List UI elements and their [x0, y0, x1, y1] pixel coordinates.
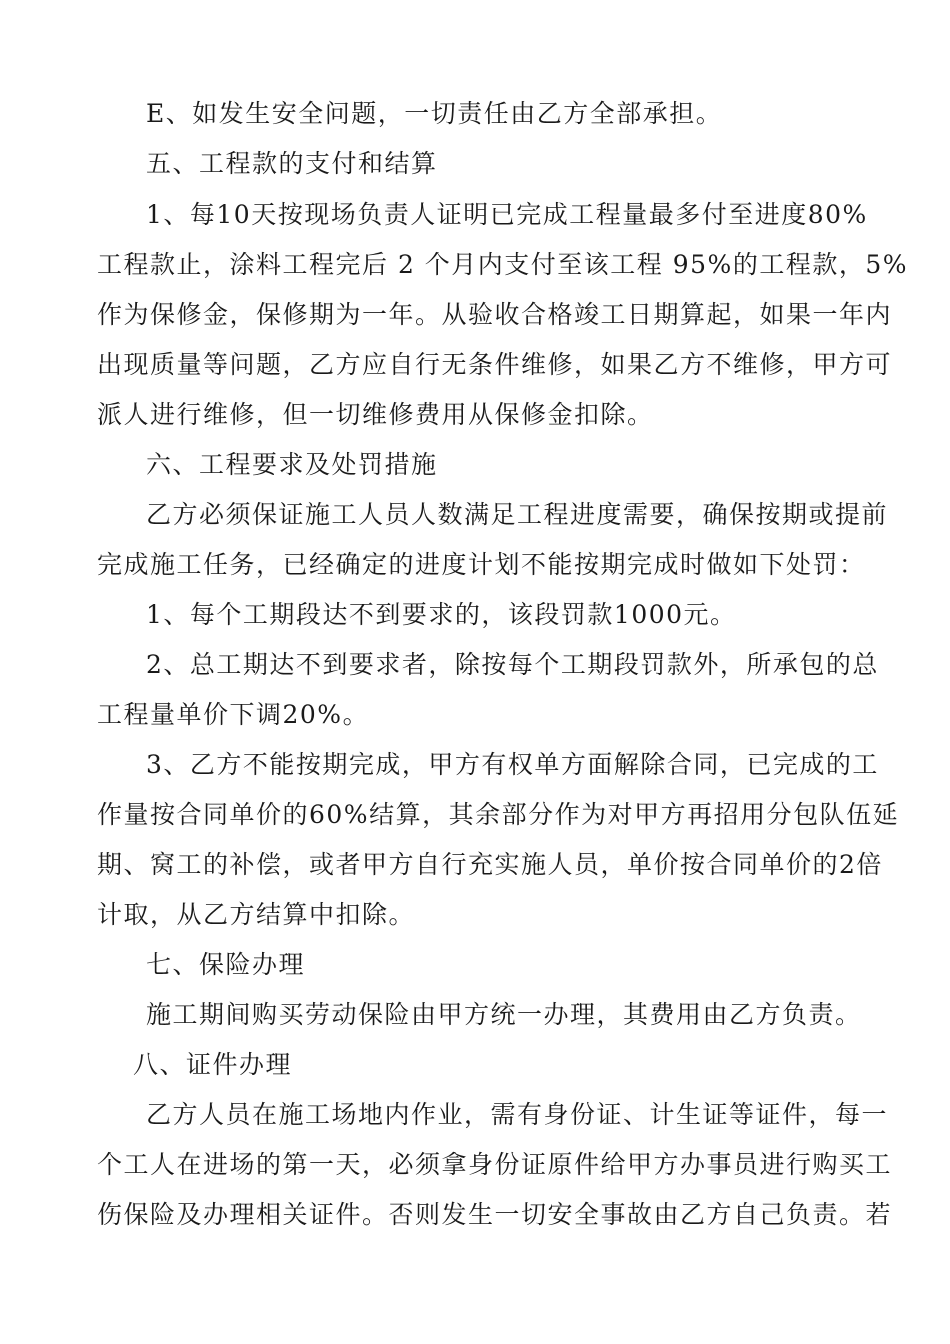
section-6-item-1: 1、每个工期段达不到要求的，该段罚款1000元。 [146, 600, 737, 629]
section-6-item-2-cont: 工程量单价下调20%。 [97, 700, 370, 729]
section-5-item-1: 1、每10天按现场负责人证明已完成工程量最多付至进度80% [146, 200, 868, 229]
section-7-heading: 七、保险办理 [146, 950, 306, 979]
section-8-heading: 八、证件办理 [133, 1050, 293, 1079]
section-8-paragraph-cont: 伤保险及办理相关证件。否则发生一切安全事故由乙方自己负责。若 [97, 1200, 893, 1229]
section-6-item-3: 3、乙方不能按期完成，甲方有权单方面解除合同，已完成的工 [146, 750, 879, 779]
section-5-item-1-cont: 工程款止，涂料工程完后 2 个月内支付至该工程 95%的工程款，5% [97, 250, 908, 279]
section-6-heading: 六、工程要求及处罚措施 [146, 450, 438, 479]
section-6-item-3-cont: 计取，从乙方结算中扣除。 [97, 900, 416, 929]
section-6-paragraph: 乙方必须保证施工人员人数满足工程进度需要，确保按期或提前 [146, 500, 889, 529]
section-6-item-3-cont: 作量按合同单价的60%结算，其余部分作为对甲方再招用分包队伍延 [97, 800, 900, 829]
section-5-heading: 五、工程款的支付和结算 [146, 149, 438, 178]
section-6-item-3-cont: 期、窝工的补偿，或者甲方自行充实施人员，单价按合同单价的2倍 [97, 850, 883, 879]
section-8-paragraph: 乙方人员在施工场地内作业，需有身份证、计生证等证件，每一 [146, 1100, 889, 1129]
section-7-paragraph: 施工期间购买劳动保险由甲方统一办理，其费用由乙方负责。 [146, 1000, 862, 1029]
section-8-paragraph-cont: 个工人在进场的第一天，必须拿身份证原件给甲方办事员进行购买工 [97, 1150, 893, 1179]
clause-e: E、如发生安全问题，一切责任由乙方全部承担。 [146, 99, 723, 128]
section-5-item-1-cont: 派人进行维修，但一切维修费用从保修金扣除。 [97, 400, 654, 429]
section-5-item-1-cont: 出现质量等问题，乙方应自行无条件维修，如果乙方不维修，甲方可 [97, 350, 893, 379]
section-5-item-1-cont: 作为保修金，保修期为一年。从验收合格竣工日期算起，如果一年内 [97, 300, 893, 329]
section-6-paragraph-cont: 完成施工任务，已经确定的进度计划不能按期完成时做如下处罚： [97, 550, 866, 579]
section-6-item-2: 2、总工期达不到要求者，除按每个工期段罚款外，所承包的总 [146, 650, 879, 679]
